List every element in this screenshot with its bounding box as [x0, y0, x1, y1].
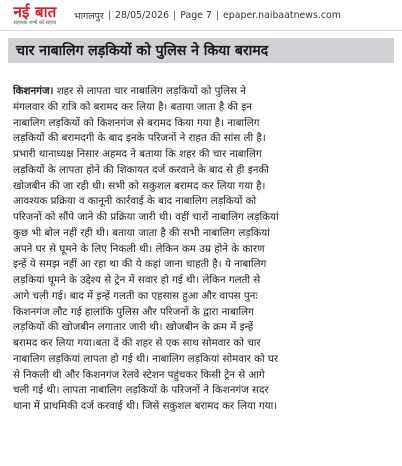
article-line: इन्हें ये समझ नहीं आ रहा था की ये कहां जाना चाहती है। ये नाबालिग	[13, 258, 267, 271]
article-line: अपने घर से घूमने के लिए निकली थी। लेकिन कम उम्र होने के कारण	[13, 242, 265, 255]
page-header	[0, 0, 402, 31]
separator: |	[215, 9, 220, 21]
article-line: कुछ भी बोल नहीं रही थी। बताया जाता है की सभी नाबालिग लड़कियां	[13, 226, 270, 239]
separator: |	[173, 9, 177, 21]
headline-banner	[8, 38, 394, 63]
article-first-line	[13, 84, 391, 100]
article-line: से निकली थी और किशनगंज रेलवे स्टेशन पहुंचकर किसी ट्रेन से आगे	[13, 368, 265, 381]
page-number: Page 7	[180, 9, 212, 21]
site-url[interactable]: epaper.naibaatnews.com	[223, 9, 341, 21]
edition-meta	[74, 9, 341, 22]
logo-tagline: सहायक सभी को सहारा	[13, 20, 57, 26]
article-headline: चार नाबालिग लड़कियों को पुलिस ने किया बरामद	[16, 43, 269, 59]
article-line: मंगलवार की रात्रि को बरामद कर लिया है। बताया जाता है की इन	[13, 100, 252, 113]
article-line: नाबालिग लड़कियां लापता हो गई थी। नाबालिग लड़कियां सोमवार को घर	[13, 352, 279, 365]
article-line: बरामद कर लिया गया।बता दें की शहर से एक साथ सोमवार को चार	[13, 337, 261, 349]
article-line: आवश्यक प्रक्रिया व कानूनी कार्रवाई के बाद नाबालिग लड़कियों को	[13, 195, 257, 208]
article-line: लड़कियों की खोजबीन लगातार जारी थी। खोजबीन के क्रम में इन्हें	[13, 321, 254, 334]
edition-date: 28/05/2026	[115, 9, 170, 21]
article-body	[13, 84, 391, 415]
article-line: लड़कियां घूमने के उद्देश्य से ट्रेन में सवार हो गई थी। लेकिन गलती से	[13, 274, 261, 286]
article-line: लड़कियों के लापता होने की शिकायत दर्ज करवाने के बाद से ही इनकी	[13, 163, 269, 176]
article-line: खोजबीन की जा रही थी। सभी को सकुशल बरामद कर लिया गया है।	[13, 179, 266, 192]
article-line: थाना में प्राथमिकी दर्ज करवाई थी। जिसे सकुशल बरामद कर लिया गया।	[13, 400, 278, 412]
logo-text: नई बात	[13, 3, 57, 21]
article-line: नाबालिग लड़कियों को किशनगंज से बरामद किया गया है। नाबालिग	[13, 116, 260, 129]
article-line: आगे चली गई। बाद में इन्हें गलती का एहसास हुआ और वापस पुनः	[13, 289, 258, 302]
article-line: किशनगंज लौट गई हालांकि पुलिस और परिजनों के द्वारा नाबालिग	[13, 305, 254, 318]
article-line: प्रभारी थानाध्यक्ष निसार अहमद ने बताया कि शहर की चार नाबालिग	[13, 148, 262, 160]
article-line: लड़कियों की बरामदगी के बाद इनके परिजनों ने राहत की सांस ली है।	[13, 132, 266, 145]
newspaper-logo[interactable]	[0, 0, 70, 30]
article-text: शहर से लापता चार नाबालिग लड़कियों को पुलिस ने	[53, 85, 246, 97]
article-line: परिजनों को सौंपे जाने की प्रक्रिया जारी थी। वहीं चारों नाबालिग लड़कियां	[13, 211, 279, 223]
separator: |	[107, 9, 111, 21]
dateline: किशनगंज।	[13, 85, 54, 97]
edition-city: भागलपुर	[74, 10, 104, 22]
article-line: चली गई थी। लापता नाबालिग लड़कियों के परिजनों ने किशनगंज सदर	[13, 384, 269, 397]
